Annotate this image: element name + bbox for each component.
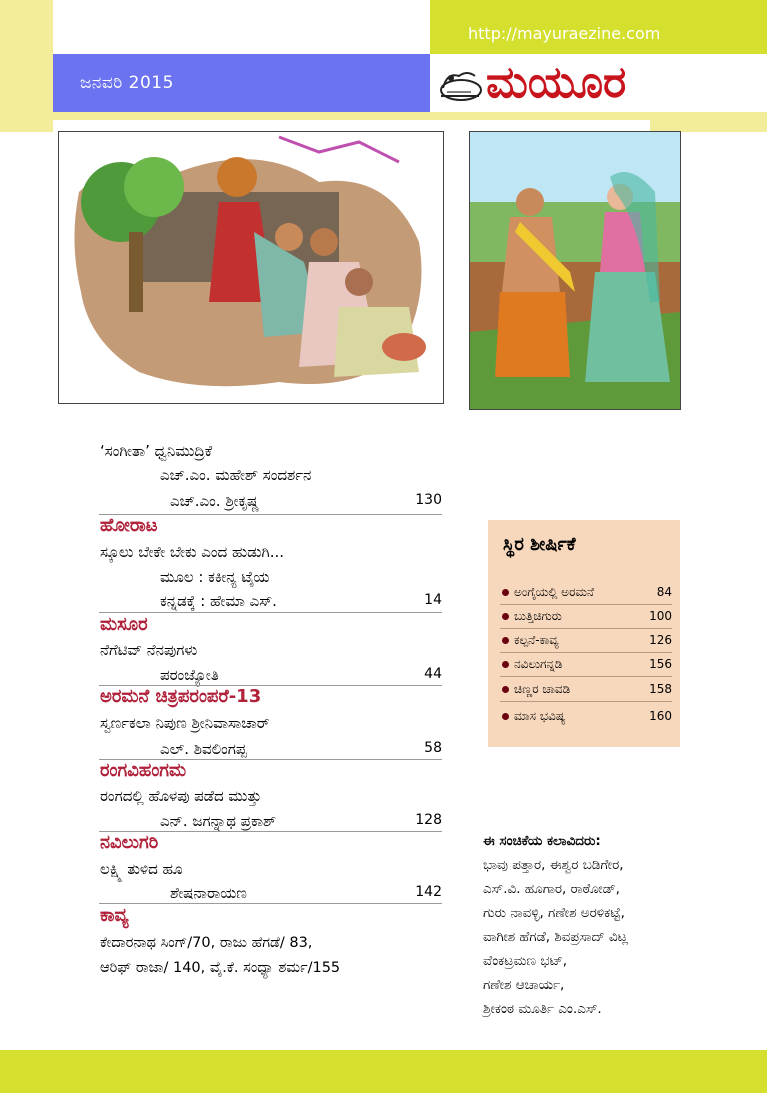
- divider: [500, 676, 672, 677]
- sidebar-item-label: ನವಿಲುಗನ್ನಡಿ: [514, 657, 563, 671]
- header-strip-yellow-right: [650, 112, 767, 132]
- sidebar-page-number: 84: [656, 585, 672, 599]
- toc-item-title[interactable]: ಸ್ಕೂಲು ಬೇಕೇ ಬೇಕು ಎಂದ ಹುಡುಗಿ...: [100, 543, 285, 561]
- section-heading: ರಂಗವಿಹಂಗಮ: [100, 760, 187, 781]
- toc-item-sub: ಮೂಲ : ಕಕೀನ್ಯ ಟೈಯ: [160, 568, 270, 586]
- header-band-yellow-left: [0, 0, 53, 118]
- artists-heading: ಈ ಸಂಚಿಕೆಯ ಕಲಾವಿದರು:: [483, 833, 601, 849]
- section-heading: ನವಿಲುಗರಿ: [100, 832, 159, 853]
- bullet-icon: [502, 589, 509, 596]
- toc-item-author: ಶೇಷನಾರಾಯಣ: [170, 884, 247, 902]
- divider: [500, 652, 672, 653]
- toc-item-title[interactable]: ಸ್ವರ್ಣಕಲಾ ನಿಪುಣ ಶ್ರೀನಿವಾಸಾಚಾರ್: [100, 714, 270, 732]
- header-strip-yellow-left: [0, 120, 53, 132]
- artists-line: ಗಣೇಶ ಆಚಾರ್ಯ,: [483, 977, 565, 993]
- peacock-icon: [437, 66, 483, 104]
- toc-item-title[interactable]: ಲಕ್ಷ್ಮಿ ತುಳಿದ ಹೂ: [100, 860, 183, 878]
- bullet-icon: [502, 637, 509, 644]
- artists-line: ವಾಗೀಶ ಹೆಗಡೆ, ಶಿವಪ್ರಸಾದ್ ವಿಟ್ಲ: [483, 929, 629, 945]
- sidebar-item-label: ಚಿಣ್ಣರ ಚಾವಡಿ: [514, 682, 571, 696]
- sidebar-item[interactable]: [502, 682, 570, 697]
- sidebar-item[interactable]: [502, 657, 562, 672]
- sidebar-item[interactable]: [502, 585, 594, 600]
- mythological-couple-illustration: [469, 131, 681, 410]
- footer-band: [0, 1050, 767, 1093]
- section-heading: ಹೋರಾಟ: [100, 515, 158, 536]
- bullet-icon: [502, 661, 509, 668]
- toc-page-number: 58: [424, 740, 442, 756]
- artists-line: ಎಸ್.ವಿ. ಹೂಗಾರ, ರಾಠೋಡ್,: [483, 881, 620, 897]
- divider: [99, 612, 442, 613]
- section-heading: ಕಾವ್ಯ: [100, 905, 129, 926]
- sidebar-page-number: 158: [649, 682, 672, 696]
- sidebar-item[interactable]: [502, 633, 559, 648]
- sidebar-page-number: 156: [649, 657, 672, 671]
- fixed-columns-title: ಸ್ಥಿರ ಶೀರ್ಷಿಕೆ: [503, 534, 576, 555]
- artists-line: ಭಾವು ಪತ್ತಾರ, ಈಶ್ವರ ಬಡಿಗೇರ,: [483, 857, 624, 873]
- bullet-icon: [502, 713, 509, 720]
- artists-line: ಶ್ರೀಕಂಠ ಮೂರ್ತಿ ಎಂ.ಎಸ್.: [483, 1001, 602, 1017]
- sidebar-item[interactable]: [502, 709, 566, 724]
- issue-date: ಜನವರಿ 2015: [80, 73, 174, 93]
- kavya-list[interactable]: ಕೇದಾರನಾಥ ಸಿಂಗ್/70, ರಾಜು ಹೆಗಡೆ/ 83,: [100, 935, 313, 951]
- bullet-icon: [502, 686, 509, 693]
- sidebar-item[interactable]: [502, 609, 562, 624]
- divider: [500, 628, 672, 629]
- artists-line: ಗುರು ನಾವಳ್ಳಿ, ಗಣೇಶ ಅರಳಿಕಟ್ಟೆ,: [483, 905, 625, 921]
- artists-line: ವೆಂಕಟ್ರಮಣ ಭಟ್,: [483, 953, 568, 969]
- toc-item-author: ಎಚ್.ಎಂ. ಶ್ರೀಕೃಷ್ಣ: [170, 492, 260, 510]
- toc-page-number: 142: [415, 884, 442, 900]
- section-heading: ಅರಮನೆ ಚಿತ್ರಪರಂಪರೆ-13: [100, 686, 262, 707]
- sidebar-item-label: ಬುತ್ತಿಚಿಗುರು: [514, 609, 562, 623]
- divider: [99, 903, 442, 904]
- toc-item-title[interactable]: ರಂಗದಲ್ಲಿ ಹೊಳಪು ಪಡೆದ ಮುತ್ತು: [100, 787, 262, 805]
- toc-item-sub: ಎಚ್.ಎಂ. ಮಹೇಶ್ ಸಂದರ್ಶನ: [160, 466, 312, 484]
- sidebar-item-label: ಅಂಗೈಯಲ್ಲಿ ಅರಮನೆ: [514, 585, 595, 599]
- sidebar-page-number: 126: [649, 633, 672, 647]
- sidebar-page-number: 100: [649, 609, 672, 623]
- divider: [500, 701, 672, 702]
- yakshagana-illustration: [58, 131, 444, 404]
- toc-page-number: 14: [424, 592, 442, 608]
- toc-item-title[interactable]: ನೆಗೆಟಿವ್ ನೆನಪುಗಳು: [100, 641, 198, 659]
- magazine-logo: ಮಯೂರ: [486, 57, 627, 108]
- toc-item-author: ಎನ್. ಜಗನ್ನಾಥ ಪ್ರಕಾಶ್: [160, 812, 277, 830]
- toc-page-number: 130: [415, 492, 442, 508]
- section-heading: ಮಸೂರ: [100, 614, 148, 635]
- divider: [500, 604, 672, 605]
- toc-page-number: 128: [415, 812, 442, 828]
- toc-page-number: 44: [424, 666, 442, 682]
- toc-item-author: ಕನ್ನಡಕ್ಕೆ : ಹೇಮಾ ಎಸ್.: [160, 592, 277, 610]
- sidebar-item-label: ಕಲ್ಪನೆ-ಕಾವ್ಯ: [514, 633, 559, 647]
- toc-item-title[interactable]: ‘ಸಂಗೀತಾ’ ಧ್ವನಿಮುದ್ರಿಕೆ: [100, 442, 213, 460]
- site-url[interactable]: http://mayuraezine.com: [468, 24, 661, 43]
- sidebar-item-label: ಮಾಸ ಭವಿಷ್ಯ: [514, 709, 566, 723]
- toc-item-author: ಎಲ್. ಶಿವಲಿಂಗಪ್ಪ: [160, 740, 247, 758]
- kavya-list[interactable]: ಆರಿಫ್ ರಾಜಾ/ 140, ವೈ.ಕೆ. ಸಂಧ್ಯಾ ಶರ್ಮ/155: [100, 960, 341, 976]
- sidebar-page-number: 160: [649, 709, 672, 723]
- toc-item-author: ಪರಂಜ್ಯೋತಿ: [160, 666, 219, 684]
- bullet-icon: [502, 613, 509, 620]
